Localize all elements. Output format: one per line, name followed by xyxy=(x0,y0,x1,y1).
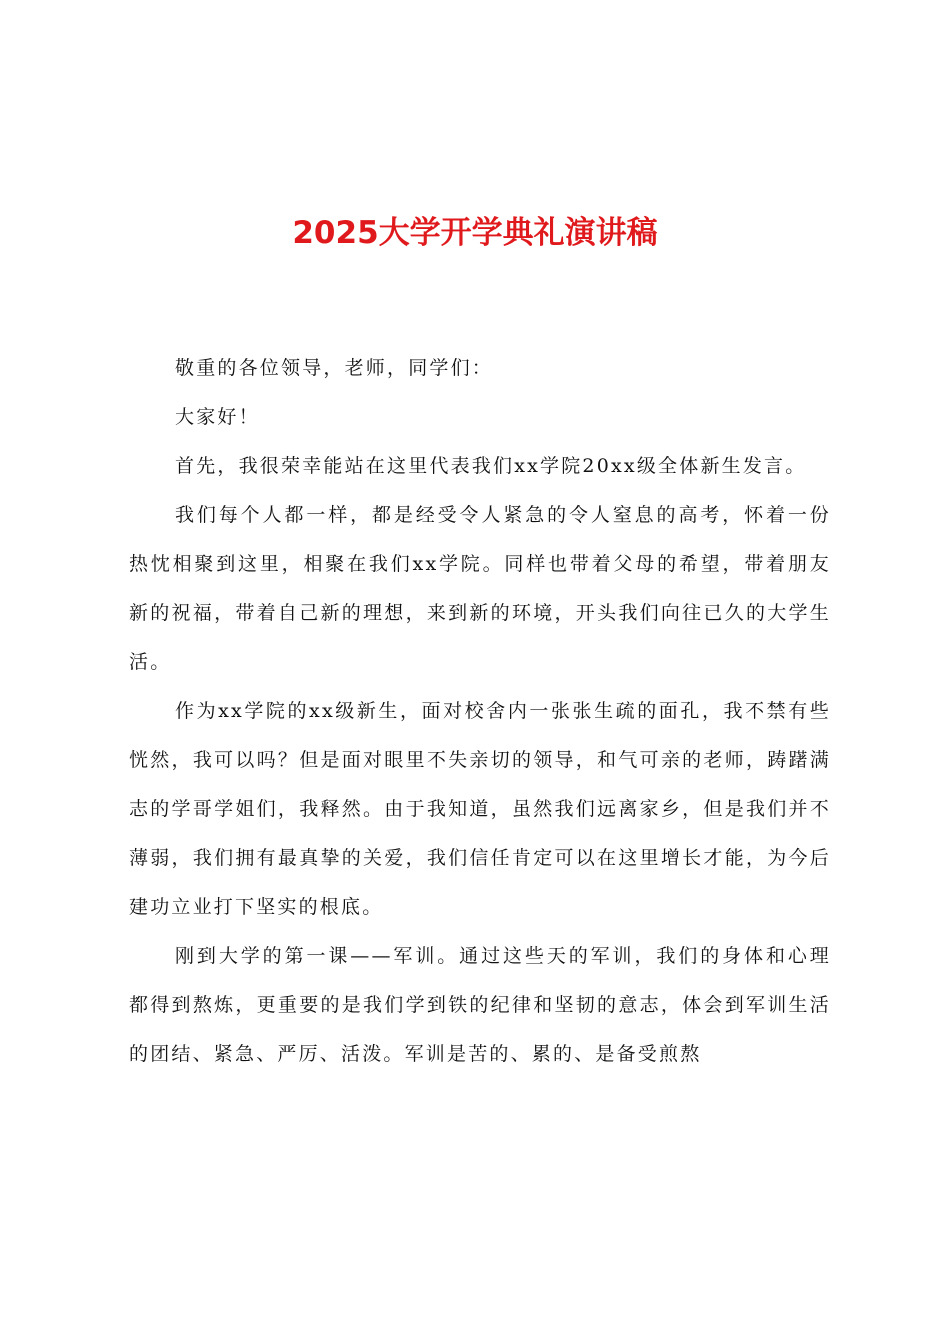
paragraph-introduction: 首先，我很荣幸能站在这里代表我们xx学院20xx级全体新生发言。 xyxy=(175,455,807,477)
paragraph-arrival: 我们每个人都一样，都是经受令人紧急的令人窒息的高考，怀着一份热忱相聚到这里，相聚在我们xx学院。同样也带着父母的希望，带着朋友新的祝福，带着自己新的理想，来到新的环境，开头我们向往已久的大学生活。 xyxy=(129,504,831,673)
paragraph-military-training: 刚到大学的第一课——军训。通过这些天的军训，我们的身体和心理都得到熬炼，更重要的是我们学到铁的纪律和坚韧的意志，体会到军训生活的团结、紧急、严厉、活泼。军训是苦的、累的、是备受煎熬 xyxy=(129,945,831,1065)
paragraph-feelings: 作为xx学院的xx级新生，面对校舍内一张张生疏的面孔，我不禁有些恍然，我可以吗？但是面对眼里不失亲切的领导，和气可亲的老师，踌躇满志的学哥学姐们，我释然。由于我知道，虽然我们远离家乡，但是我们并不薄弱，我们拥有最真挚的关爱，我们信任肯定可以在这里增长才能，为今后建功立业打下坚实的根底。 xyxy=(129,700,831,918)
paragraph-greeting: 大家好！ xyxy=(175,406,260,428)
paragraph-salutation: 敬重的各位领导，老师，同学们： xyxy=(175,357,494,379)
document-title: 2025大学开学典礼演讲稿 xyxy=(292,215,658,251)
document-body xyxy=(129,344,831,1079)
